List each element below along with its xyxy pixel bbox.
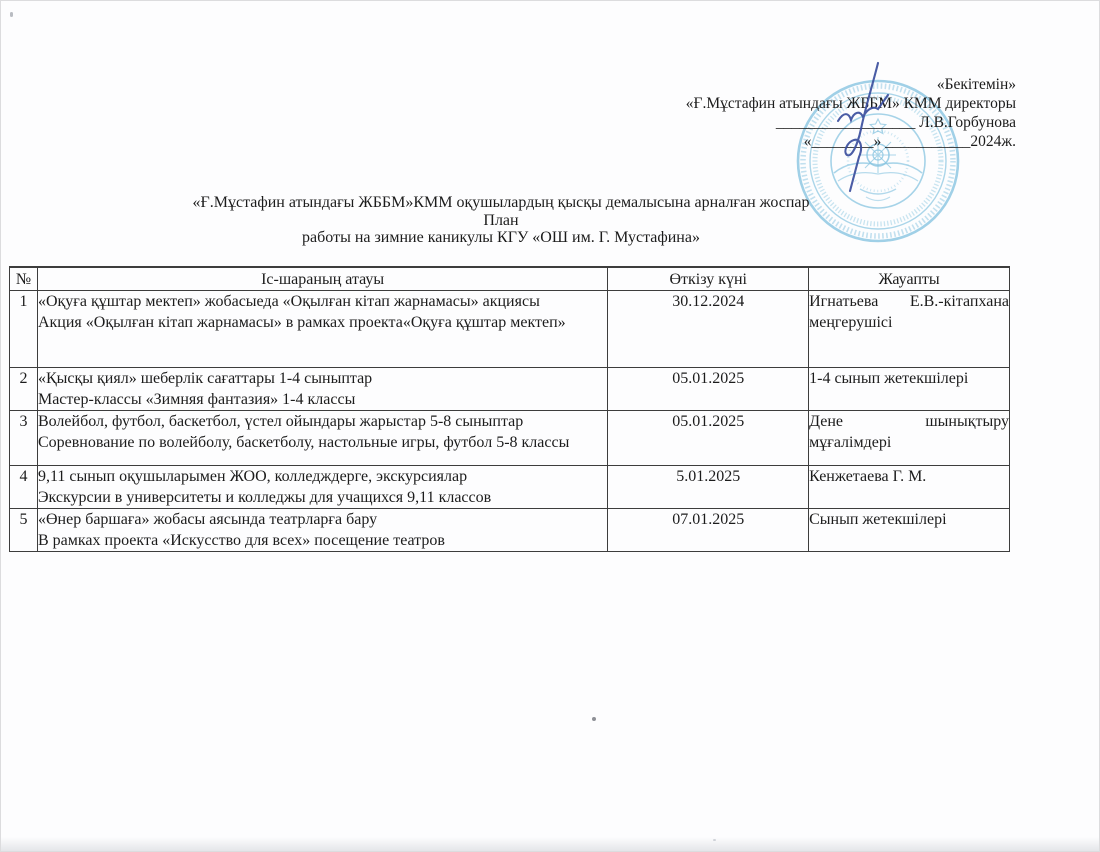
event-name-ru: Экскурсии в университеты и колледжы для учащихся 9,11 классов [37,489,492,506]
document-title [1,194,1001,247]
approval-line-approve: «Бекітемін» [936,76,1016,93]
title-line-kazakh: «Ғ.Мұстафин атындағы ЖББМ»КММ оқушылардың қысқы демалысына арналған жоспар [192,194,810,211]
row-event-name [37,466,607,509]
table-header-row [10,267,1010,291]
row-num: 5 [10,509,38,552]
row-date: 5.01.2025 [608,466,809,509]
approval-line-name: __________________ Л.В.Горбунова [775,114,1016,131]
table-row [10,509,1010,552]
event-name-ru: Мастер-классы «Зимняя фантазия» 1-4 классы [37,391,356,408]
row-responsible: Сынып жетекшілері [809,509,1010,552]
col-header-num: № [10,267,38,291]
event-name-kz: «Оқуға құштар мектеп» жобасыеда «Оқылған кітап жарнамасы» акциясы [37,293,540,310]
row-responsible: Игнатьева Е.В.-кітапхана меңгерушісі [809,291,1010,368]
row-event-name [37,411,607,466]
row-date: 05.01.2025 [608,411,809,466]
event-name-kz: Волейбол, футбол, баскетбол, үстел ойындары жарыстар 5-8 сыныптар [37,413,524,430]
event-name-kz: «Өнер баршаға» жобасы аясында театрларға бару [37,511,378,528]
col-header-name: Іс-шараның атауы [37,267,607,291]
table-row [10,291,1010,368]
row-responsible: 1-4 сынып жетекшілері [809,368,1010,411]
event-name-ru: В рамках проекта «Искусство для всех» посещение театров [37,532,445,549]
scan-speck [713,839,716,841]
table-row [10,411,1010,466]
table-row [10,466,1010,509]
row-date: 30.12.2024 [608,291,809,368]
approval-line-director: «Ғ.Мұстафин атындағы ЖББМ» КММ директоры [685,95,1016,112]
col-header-responsible: Жауапты [809,267,1010,291]
plan-table [9,266,1010,552]
event-name-kz: 9,11 сынып оқушыларымен ЖОО, колледждерге, экскурсиялар [37,468,468,485]
row-event-name [37,368,607,411]
scan-speck [592,717,596,721]
event-name-ru: Акция «Оқылған кітап жарнамасы» в рамках проекта«Оқуға құштар мектеп» [37,314,566,331]
title-line-russian: работы на зимние каникулы КГУ «ОШ им. Г. Мустафина» [302,229,700,246]
row-event-name [37,509,607,552]
row-date: 05.01.2025 [608,368,809,411]
row-date: 07.01.2025 [608,509,809,552]
director-signature [834,59,896,197]
approval-line-date: «________» ___________2024ж. [803,133,1016,150]
row-num: 2 [10,368,38,411]
row-num: 4 [10,466,38,509]
col-header-date: Өткізу күні [608,267,809,291]
table-row [10,368,1010,411]
row-responsible: Кенжетаева Г. М. [809,466,1010,509]
row-num: 1 [10,291,38,368]
row-event-name [37,291,607,368]
event-name-ru: Соревнование по волейболу, баскетболу, настольные игры, футбол 5-8 классы [37,434,570,451]
row-responsible: Дене шынықтыру мұғалімдері [809,411,1010,466]
event-name-kz: «Қысқы қиял» шеберлік сағаттары 1-4 сыныптар [37,370,373,387]
title-line-plan: План [483,211,519,229]
row-num: 3 [10,411,38,466]
scan-speck [10,12,13,17]
scan-edge-shadow [1,837,1099,851]
